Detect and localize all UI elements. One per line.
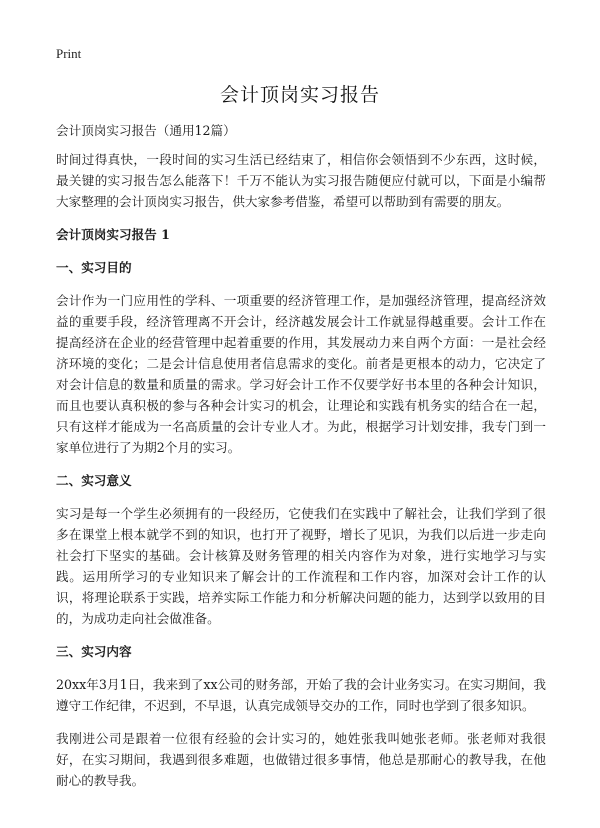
page-title: 会计顶岗实习报告 bbox=[219, 84, 380, 106]
section-heading-significance: 二、实习意义 bbox=[56, 473, 132, 488]
section-paragraph: 会计作为一门应用性的学科、一项重要的经济管理工作，是加强经济管理，提高经济效益的重要手段，经济管理离不开会计，经济越发展会计工作就显得越重要。会计工作在提高经济在企业的经营管理中起着重要的作用，其发展动力来自两个方面：一是社会经济环境的变化；二是会计信息使用者信息需求的变化。前者是更根本的动力，它决定了对会计信息的数量和质量的需求。学习好会计工作不仅要学好书本里的各种会计知识，而且也要认真积极的参与各种会计实习的机会，让理论和实践有机务实的结合在一起，只有这样才能成为一名高质量的会计专业人才。为此，根据学习计划安排，我专门到一家单位进行了为期2个月的实习。 bbox=[56, 293, 546, 455]
section-paragraph: 20xx年3月1日，我来到了xx公司的财务部，开始了我的会计业务实习。在实习期间，我遵守工作纪律，不迟到，不早退，认真完成领导交办的工作，同时也学到了很多知识。 bbox=[56, 677, 546, 713]
intro-paragraph: 时间过得真快，一段时间的实习生活已经结束了，相信你会领悟到不少东西，这时候，最关键的实习报告怎么能落下！千万不能认为实习报告随便应付就可以，下面是小编帮大家整理的会计顶岗实习报告，供大家参考借鉴，希望可以帮助到有需要的朋友。 bbox=[56, 152, 546, 209]
section-heading-content: 三、实习内容 bbox=[56, 644, 132, 659]
section-heading-purpose: 一、实习目的 bbox=[56, 260, 132, 275]
print-link[interactable]: Print bbox=[56, 46, 82, 61]
section-paragraph: 实习是每一个学生必须拥有的一段经历，它使我们在实践中了解社会，让我们学到了很多在课堂上根本就学不到的知识，也打开了视野，增长了见识，为我们以后进一步走向社会打下坚实的基础。会计核算及财务管理的相关内容作为对象，进行实地学习与实践。运用所学习的专业知识来了解会计的工作流程和工作内容，加深对会计工作的认识，将理论联系于实践，培养实际工作能力和分析解决问题的能力，达到学以致用的目的，为成功走向社会做准备。 bbox=[56, 506, 546, 626]
section-paragraph: 我刚进公司是跟着一位很有经验的会计实习的，她姓张我叫她张老师。张老师对我很好，在实习期间，我遇到很多难题，也做错过很多事情，他总是那耐心的教导我，在他耐心的教导我。 bbox=[56, 731, 546, 788]
document-subtitle: 会计顶岗实习报告（通用12篇） bbox=[56, 123, 236, 138]
document-body bbox=[56, 120, 546, 803]
report-heading: 会计顶岗实习报告 1 bbox=[56, 227, 170, 242]
